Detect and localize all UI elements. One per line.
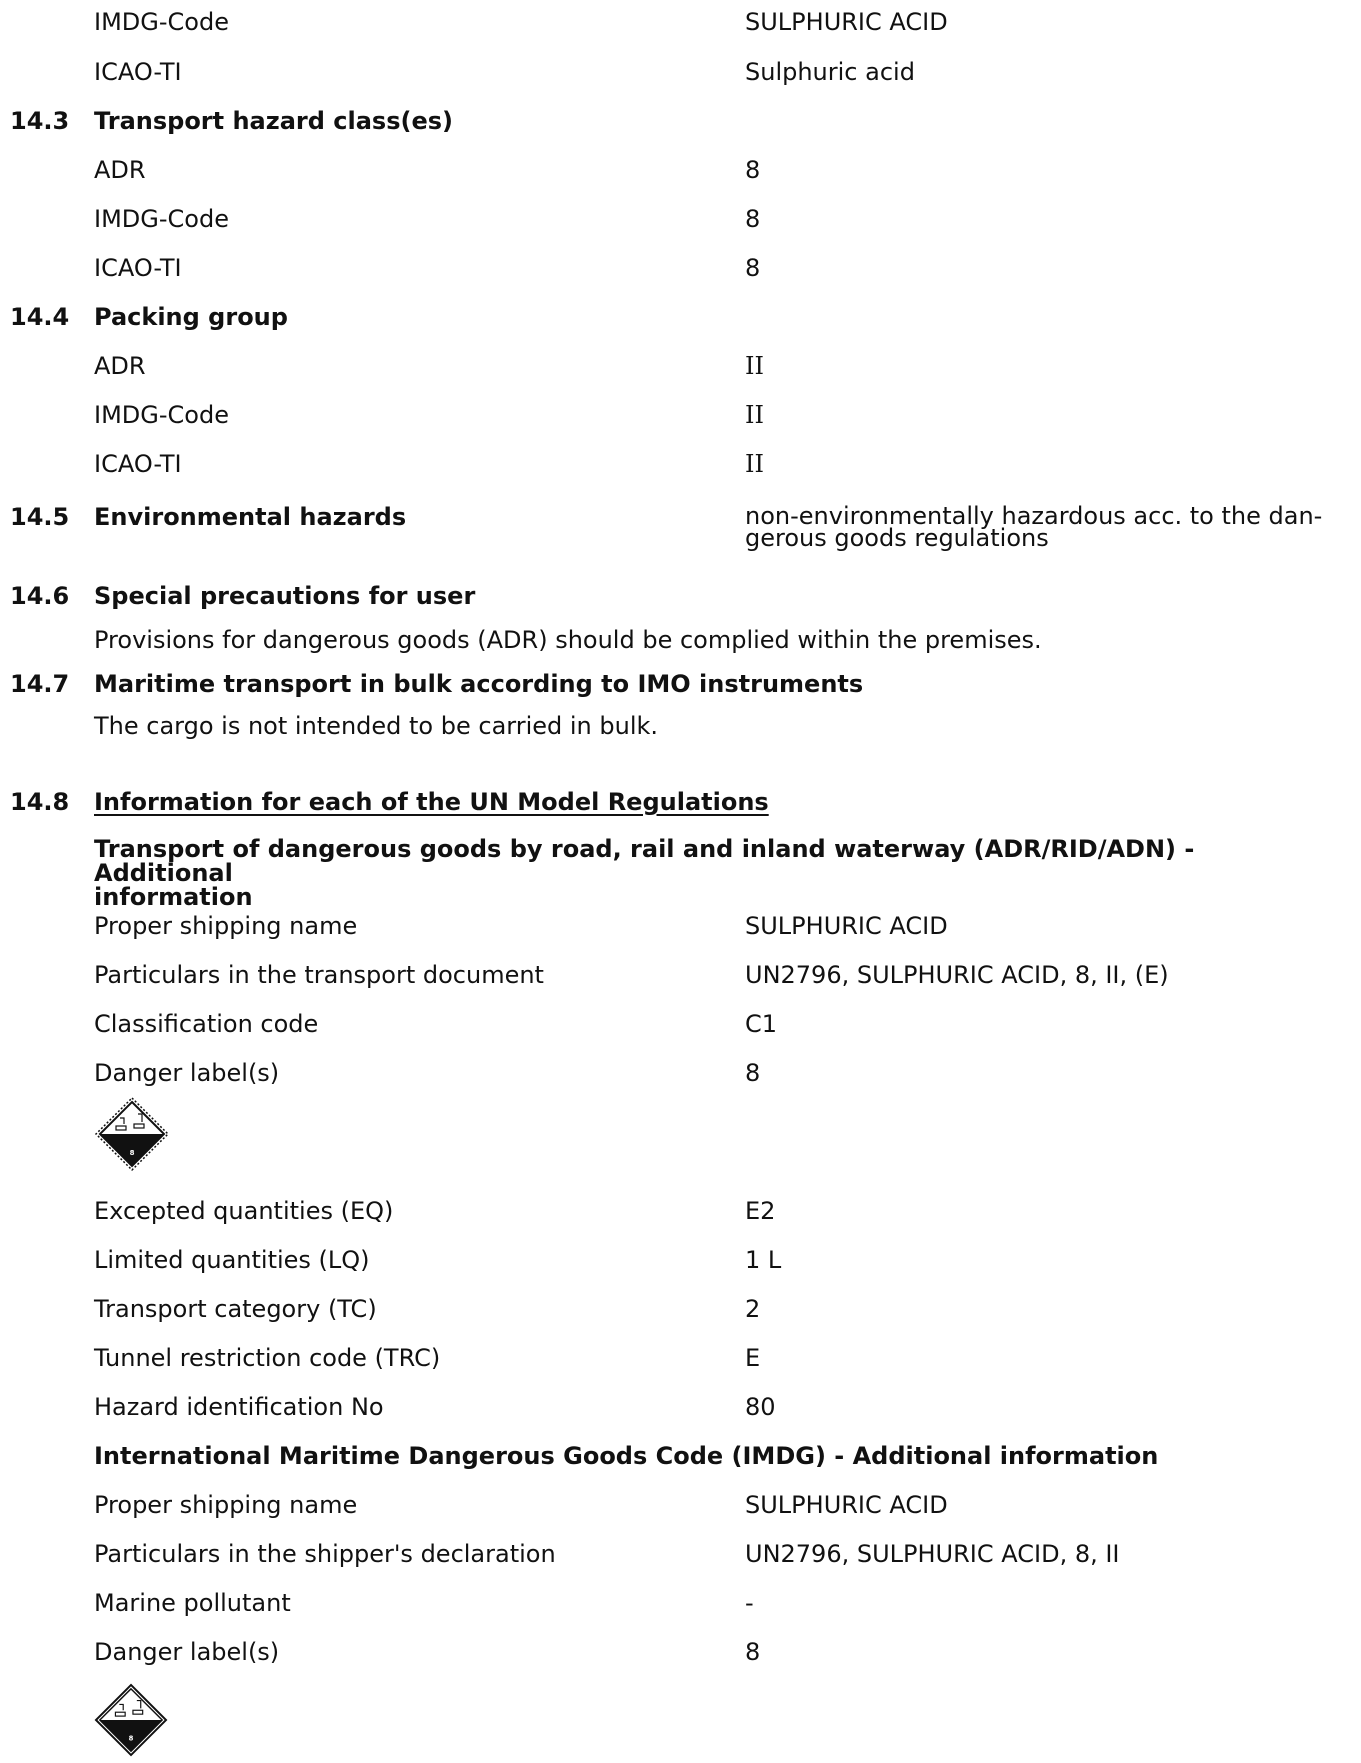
row-label: ADR (94, 156, 146, 184)
corrosive-pictogram-icon (94, 1683, 168, 1763)
row-value: E (745, 1344, 761, 1372)
row-value: II (745, 401, 764, 429)
row-value: SULPHURIC ACID (745, 8, 948, 36)
row-value: UN2796, SULPHURIC ACID, 8, II, (E) (745, 961, 1169, 989)
section-number: 14.3 (10, 107, 70, 135)
section-number: 14.8 (10, 788, 70, 816)
row-value: II (745, 352, 764, 380)
row-label: ADR (94, 352, 146, 380)
section-title: Special precautions for user (94, 582, 476, 610)
row-label: Proper shipping name (94, 1491, 358, 1519)
row-value: - (745, 1589, 754, 1617)
subheading-line: information (94, 883, 253, 911)
pictogram-class-number: 8 (128, 1734, 134, 1743)
row-value: E2 (745, 1197, 776, 1225)
section-title: Information for each of the UN Model Regulations (94, 788, 769, 816)
row-label: Hazard identification No (94, 1393, 384, 1421)
row-value: II (745, 450, 764, 478)
row-value: Sulphuric acid (745, 58, 915, 86)
row-value: 2 (745, 1295, 761, 1323)
section-title: Transport hazard class(es) (94, 107, 454, 135)
row-label: Tunnel restriction code (TRC) (94, 1344, 441, 1372)
row-value: C1 (745, 1010, 778, 1038)
section-number: 14.7 (10, 670, 70, 698)
row-label: Marine pollutant (94, 1589, 291, 1617)
environmental-hazards-value (745, 502, 1345, 552)
row-label: ICAO-TI (94, 450, 182, 478)
row-label: Particulars in the transport document (94, 961, 544, 989)
section-number: 14.6 (10, 582, 70, 610)
section-title: Maritime transport in bulk according to IMO instruments (94, 670, 864, 698)
adr-subheading (94, 837, 1324, 909)
section-text: The cargo is not intended to be carried in bulk. (94, 712, 659, 740)
imdg-subheading: International Maritime Dangerous Goods Code (IMDG) - Additional information (94, 1442, 1159, 1470)
row-value: 8 (745, 205, 761, 233)
row-label: Excepted quantities (EQ) (94, 1197, 394, 1225)
row-label: Danger label(s) (94, 1059, 280, 1087)
row-value: UN2796, SULPHURIC ACID, 8, II (745, 1540, 1120, 1568)
row-value: SULPHURIC ACID (745, 912, 948, 940)
pictogram-class-number: 8 (129, 1149, 135, 1157)
row-label: Proper shipping name (94, 912, 358, 940)
value-line: gerous goods regulations (745, 524, 1049, 552)
row-label: Transport category (TC) (94, 1295, 377, 1323)
row-label: Limited quantities (LQ) (94, 1246, 370, 1274)
row-value: 8 (745, 1638, 761, 1666)
subheading-line: Transport of dangerous goods by road, rail and inland waterway (ADR/RID/ADN) - Additional (94, 835, 1195, 887)
row-label: Classification code (94, 1010, 319, 1038)
row-label: IMDG-Code (94, 205, 229, 233)
value-line: non-environmentally hazardous acc. to the dan- (745, 502, 1323, 530)
row-value: 8 (745, 1059, 761, 1087)
row-value: 80 (745, 1393, 776, 1421)
section-number: 14.4 (10, 303, 70, 331)
section-number: 14.5 (10, 503, 70, 531)
row-value: 8 (745, 254, 761, 282)
section-title: Environmental hazards (94, 503, 407, 531)
row-label: ICAO-TI (94, 58, 182, 86)
row-value: SULPHURIC ACID (745, 1491, 948, 1519)
corrosive-pictogram-icon (94, 1096, 170, 1178)
row-value: 8 (745, 156, 761, 184)
section-title: Packing group (94, 303, 288, 331)
row-label: IMDG-Code (94, 401, 229, 429)
section-text: Provisions for dangerous goods (ADR) should be complied within the premises. (94, 626, 1042, 654)
row-label: IMDG-Code (94, 8, 229, 36)
row-label: Danger label(s) (94, 1638, 280, 1666)
row-label: Particulars in the shipper's declaration (94, 1540, 556, 1568)
row-label: ICAO-TI (94, 254, 182, 282)
row-value: 1 L (745, 1246, 782, 1274)
